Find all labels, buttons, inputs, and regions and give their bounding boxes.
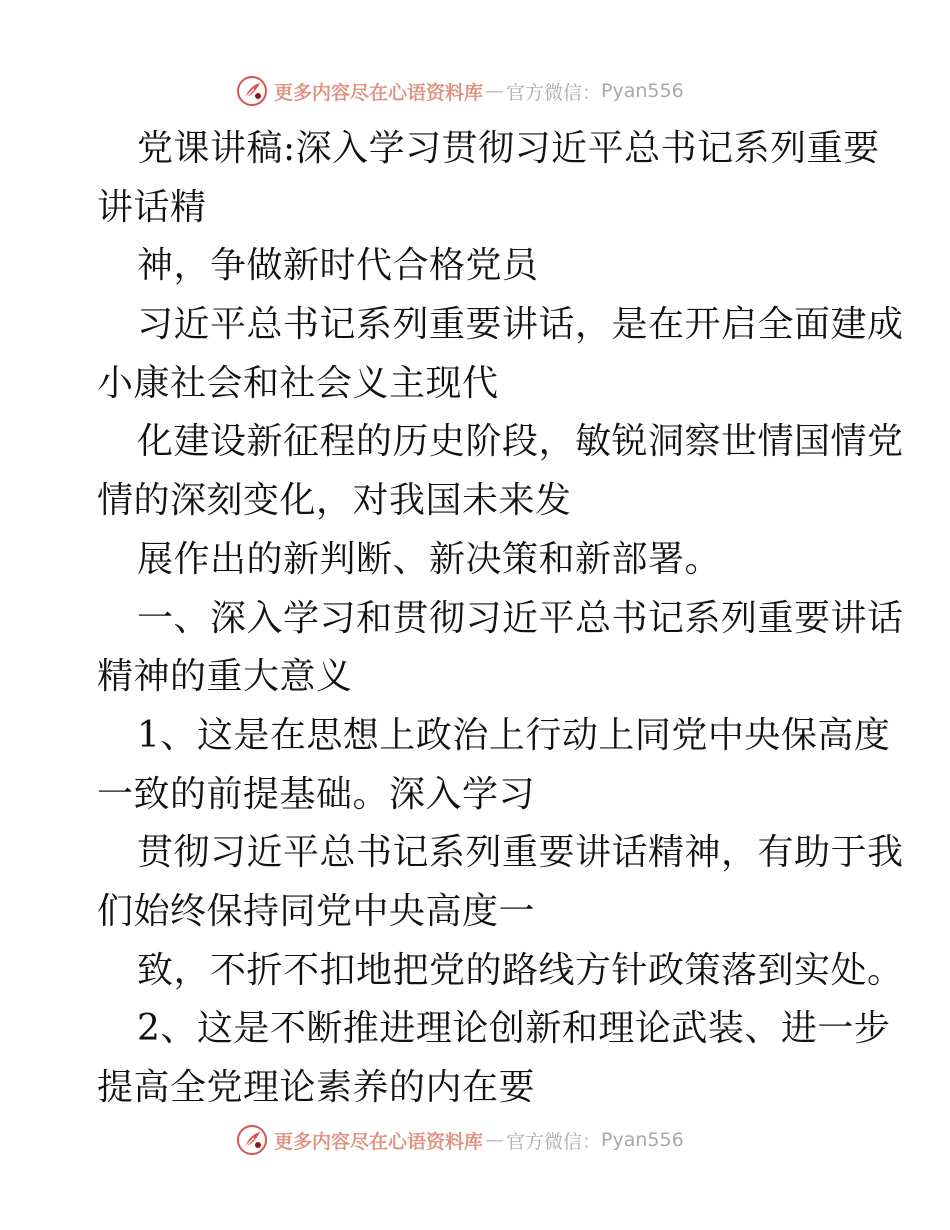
text-line: 精神的重大意义 [97, 656, 353, 698]
text-line: 致，不折不扣地把党的路线方针政策落到实处。 [137, 949, 904, 991]
text-line: 一、深入学习和贯彻习近平总书记系列重要讲话 [137, 597, 904, 639]
feather-pen-logo-icon [236, 1124, 268, 1156]
text-line: 党课讲稿:深入学习贯彻习近平总书记系列重要 [137, 128, 880, 169]
watermark-label: 官方微信： [506, 81, 602, 104]
text-line: 展作出的新判断、新决策和新部署。 [137, 538, 722, 580]
text-line: 习近平总书记系列重要讲话，是在开启全面建成 [137, 304, 904, 346]
text-line: 一致的前提基础。深入学习 [97, 773, 536, 815]
text-line: 1、这是在思想上政治上行动上同党中央保高度 [137, 714, 891, 756]
text-line: 们始终保持同党中央高度一 [97, 890, 536, 932]
text-line: 2、这是不断推进理论创新和理论武装、进一步 [137, 1008, 891, 1050]
document-body [97, 120, 904, 1118]
feather-pen-logo-icon [236, 75, 268, 107]
watermark-main-text: 更多内容尽在心语资料库 [274, 81, 484, 104]
text-line: 神，争做新时代合格党员 [137, 245, 539, 287]
watermark-separator: — [485, 80, 505, 102]
text-line: 提高全党理论素养的内在要 [97, 1067, 536, 1108]
watermark-id: Pyan556 [601, 80, 684, 102]
watermark-main-text: 更多内容尽在心语资料库 [274, 1130, 484, 1153]
text-line: 化建设新征程的历史阶段，敏锐洞察世情国情党 [137, 421, 904, 463]
text-line: 小康社会和社会义主现代 [97, 362, 499, 404]
watermark-id: Pyan556 [601, 1129, 684, 1151]
text-line: 贯彻习近平总书记系列重要讲话精神，有助于我 [137, 832, 904, 874]
text-line: 讲话精 [97, 186, 207, 228]
watermark-label: 官方微信： [506, 1130, 602, 1153]
header-watermark [236, 73, 684, 109]
text-line: 情的深刻变化，对我国未来发 [97, 480, 572, 522]
footer-watermark [236, 1122, 684, 1158]
watermark-separator: — [485, 1129, 505, 1151]
